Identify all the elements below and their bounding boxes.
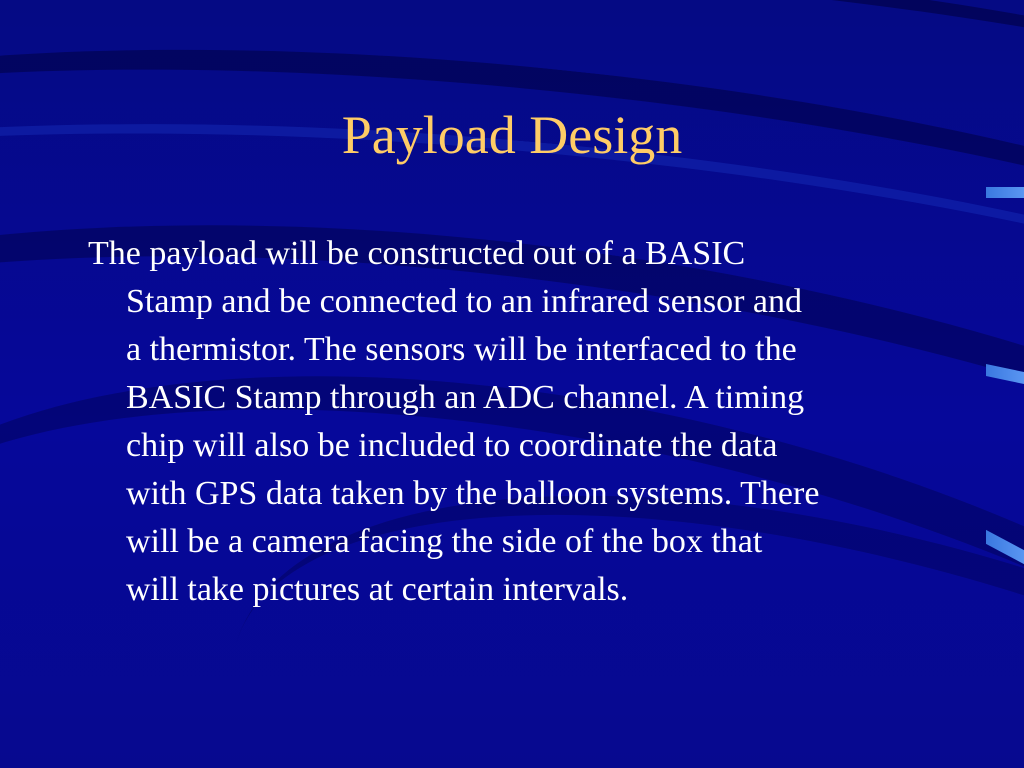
slide-body-text bbox=[88, 230, 948, 614]
body-line: will be a camera facing the side of the box that bbox=[126, 523, 763, 560]
body-line: chip will also be included to coordinate the data bbox=[126, 427, 778, 464]
body-line: a thermistor. The sensors will be interfaced to the bbox=[126, 331, 797, 368]
body-line: will take pictures at certain intervals. bbox=[126, 571, 629, 608]
edge-accent-mark bbox=[986, 530, 1024, 564]
edge-accent-mark bbox=[986, 364, 1024, 384]
slide-title: Payload Design bbox=[341, 105, 683, 165]
body-line: The payload will be constructed out of a BASIC bbox=[88, 235, 746, 272]
body-line: with GPS data taken by the balloon systems. There bbox=[126, 475, 820, 512]
body-line: Stamp and be connected to an infrared sensor and bbox=[126, 283, 802, 320]
body-line: BASIC Stamp through an ADC channel. A timing bbox=[126, 379, 805, 416]
edge-accent-mark bbox=[986, 187, 1024, 198]
